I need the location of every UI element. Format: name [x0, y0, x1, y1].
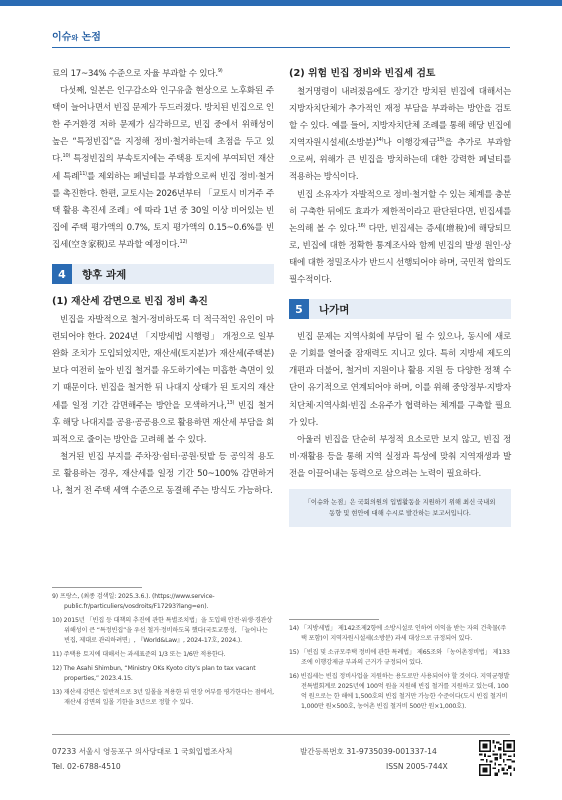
- qr-code-icon: [479, 740, 515, 776]
- section-number: 4: [52, 264, 72, 284]
- footnote: 15) 「빈집 및 소규모주택 정비에 관한 특례법」 제65조와 「농어촌정비법」 제133조에 이행강제금 부과의 근거가 규정되어 있다.: [289, 649, 510, 666]
- footnote: 10) 2015년 「빈집 등 대책의 추진에 관한 특별조치법」을 도입해 안전·위생·경관상 위해성이 큰 “특정빈집”을 우선 철거·정비하도록 했다(국토교통성, 「늘어나는 빈집, 제대로 관리하려면」, 『World&Law』, 2024-17호, 2024.).: [52, 617, 273, 644]
- footer-divider: [52, 734, 510, 735]
- paragraph: 빈집을 자발적으로 철거·정비하도록 더 적극적인 유인이 마련되어야 한다. 2024년 「지방세법 시행령」 개정으로 일부 완화 조치가 도입되었지만, 재산세(토지분)가 재산세(주택분)보다 여전히 높아 빈집 철거를 유도하기에는 미흡한 측면이 있기 때문이다. 빈집을 철거한 뒤 나대지 상태가 된 토지의 재산세를 일정 기간 감면해주는 방안을 모색하거나,$^{13)}$ 빈집 철거 후 해당 나대지를 공용·공공용으로 활용하면 재산세 부담을 회피적으로 줄이는 방안을 고려해 볼 수 있다.: [52, 315, 275, 445]
- right-column: [289, 66, 511, 527]
- footnote-divider: [52, 587, 142, 588]
- paragraph: 다섯째, 일본은 인구감소와 인구유출 현상으로 노후화된 주택이 늘어나면서 빈집 문제가 두드러졌다. 방치된 빈집으로 인한 주거환경 저하 문제가 심각하므로, 빈집 중에서 위해성이 높은 “특정빈집”을 지정해 정비·철거하는데 초점을 두고 있다.$^{10)}$ 특정빈집의 부속토지에는 주택용 토지에 부여되던 재산세 특례$^{11)}$를 제외하는 페널티를 부과함으로써 빈집 정비·철거를 촉진한다. 한편, 교토시는 2026년부터 「교토시 비거주 주택 활용 촉진세 조례」에 따라 1년 중 30일 이상 비어있는 빈집에 주택 평가액의 0.7%, 토지 평가액의 0.15~0.6%를 빈집세(空き家税)로 부과할 예정이다.$^{12)}$: [52, 86, 274, 250]
- top-accent-bar: [0, 0, 562, 6]
- section-number: 5: [289, 299, 309, 319]
- publication-header: 이슈와 논점: [52, 32, 101, 43]
- header-divider: [52, 47, 510, 48]
- section-heading-5: [289, 299, 511, 319]
- subsection-title: (1) 재산세 감면으로 빈집 정비 촉진: [52, 296, 208, 308]
- publication-info-box: 「이슈와 논점」은 국회의원의 입법활동을 지원하기 위해 최신 국내외 동향 및 현안에 대해 수시로 발간하는 보고서입니다.: [289, 489, 511, 527]
- footnotes-left: [52, 592, 274, 712]
- footnote-divider: [289, 619, 379, 620]
- footnote: 14) 「지방세법」 제142조제2항에 소방시설로 인하여 이익을 받는 자의 건축물(주택 포함)이 지역자원시설세(소방분) 과세 대상으로 규정되어 있다.: [289, 625, 507, 642]
- subsection-title: (2) 위험 빈집 정비와 빈집세 검토: [289, 68, 436, 79]
- footnote: 11) 주택용 토지에 대해서는 과세표준의 1/3 또는 1/6만 적용한다.: [52, 651, 226, 658]
- footer-address: 07233 서울시 영등포구 의사당대로 1 국회입법조사처: [52, 747, 233, 756]
- section-title: 향후 과제: [72, 264, 274, 284]
- footer-registration: 발간등록번호 31-9735039-001337-14: [300, 747, 437, 756]
- footnote: 9) 프랑스, (최종 검색일: 2025.3.6.). (https://www.service-public.fr/particuliers/vosdroits/F17293?lang=en).: [52, 593, 215, 610]
- footnotes-right: [289, 624, 511, 716]
- paragraph: 빈집 문제는 지역사회에 부담이 될 수 있으나, 동시에 새로운 기회를 열어줄 잠재력도 지니고 있다. 특히 지방세 제도의 개편과 더불어, 철거비 지원이나 활용 지원 등 다양한 정책 수단이 유기적으로 연계되어야 하며, 이를 위해 중앙정부·지방자치단체·지역사회·빈집 소유주가 협력하는 체계를 구축할 필요가 있다.: [289, 332, 511, 428]
- footnote: 12) The Asahi Shimbun, “Ministry OKs Kyoto city’s plan to tax vacant properties,” 2023.4.15.: [52, 665, 256, 682]
- paragraph: 아울러 빈집을 단순히 부정적 요소로만 보지 않고, 빈집 정비·재활용 등을 통해 지역 실정과 특성에 맞춰 지역재생과 발전을 이끌어내는 동력으로 삼으려는 노력이 필요하다.: [289, 434, 511, 479]
- paragraph: 료의 17~34% 수준으로 자율 부과할 수 있다.$^{9)}$: [52, 68, 223, 79]
- paragraph: 빈집 소유자가 자발적으로 정비·철거할 수 있는 체계를 충분히 구축한 뒤에도 효과가 제한적이라고 판단된다면, 빈집세를 논의해 볼 수 있다.$^{16)}$ 다만, 빈집세는 증세(增稅)에 해당되므로, 빈집에 대한 정확한 통계조사와 함께 빈집의 발생 원인·상태에 대한 정밀조사가 반드시 선행되어야 하며, 국민적 합의도 필수적이다.: [289, 189, 511, 286]
- footer-tel: Tel. 02-6788-4510: [52, 762, 121, 771]
- left-column: [52, 66, 274, 500]
- footer-issn: ISSN 2005-744X: [386, 762, 448, 771]
- footnote: 16) 빈집세는 빈집 정비사업을 지원하는 용도로만 사용되어야 할 것이다. 지역균형발전특별회계로 2025년에 100억 원을 지원해 빈집 철거를 지원하고 있는데, 100억 원으로는 한 해에 1,500호의 빈집 철거만 가능한 수준이다(도시 빈집 철거비 1,000만 원×500호, 농어촌 빈집 철거비 500만 원×1,000호).: [289, 673, 510, 710]
- section-title: 나가며: [309, 299, 511, 319]
- paragraph: 철거된 빈집 부지를 주차장·쉼터·공원·텃밭 등 공익적 용도로 활용하는 경우, 재산세를 일정 기간 50~100% 감면하거나, 철거 전 주택 세액 수준으로 동결해 주는 방식도 가능하다.: [52, 451, 274, 496]
- paragraph: 철거명령이 내려졌음에도 장기간 방치된 빈집에 대해서는 지방자치단체가 추가적인 재정 부담을 부과하는 방안을 검토할 수 있다. 예를 들어, 지방자치단체 조례를 통해 해당 빈집에 지역자원시설세(소방분)$^{14)}$나 이행강제금$^{15)}$을 추가로 부과함으로써, 위해가 큰 빈집을 방치하는데 대한 강력한 페널티를 적용하는 방식이다.: [289, 87, 511, 183]
- section-heading-4: [52, 264, 274, 284]
- footnote: 13) 재산세 감면은 일반적으로 3년 일몰을 적용한 뒤 연장 여부를 평가한다는 점에서, 재산세 감면의 일몰 기한을 3년으로 정할 수 있다.: [52, 689, 274, 706]
